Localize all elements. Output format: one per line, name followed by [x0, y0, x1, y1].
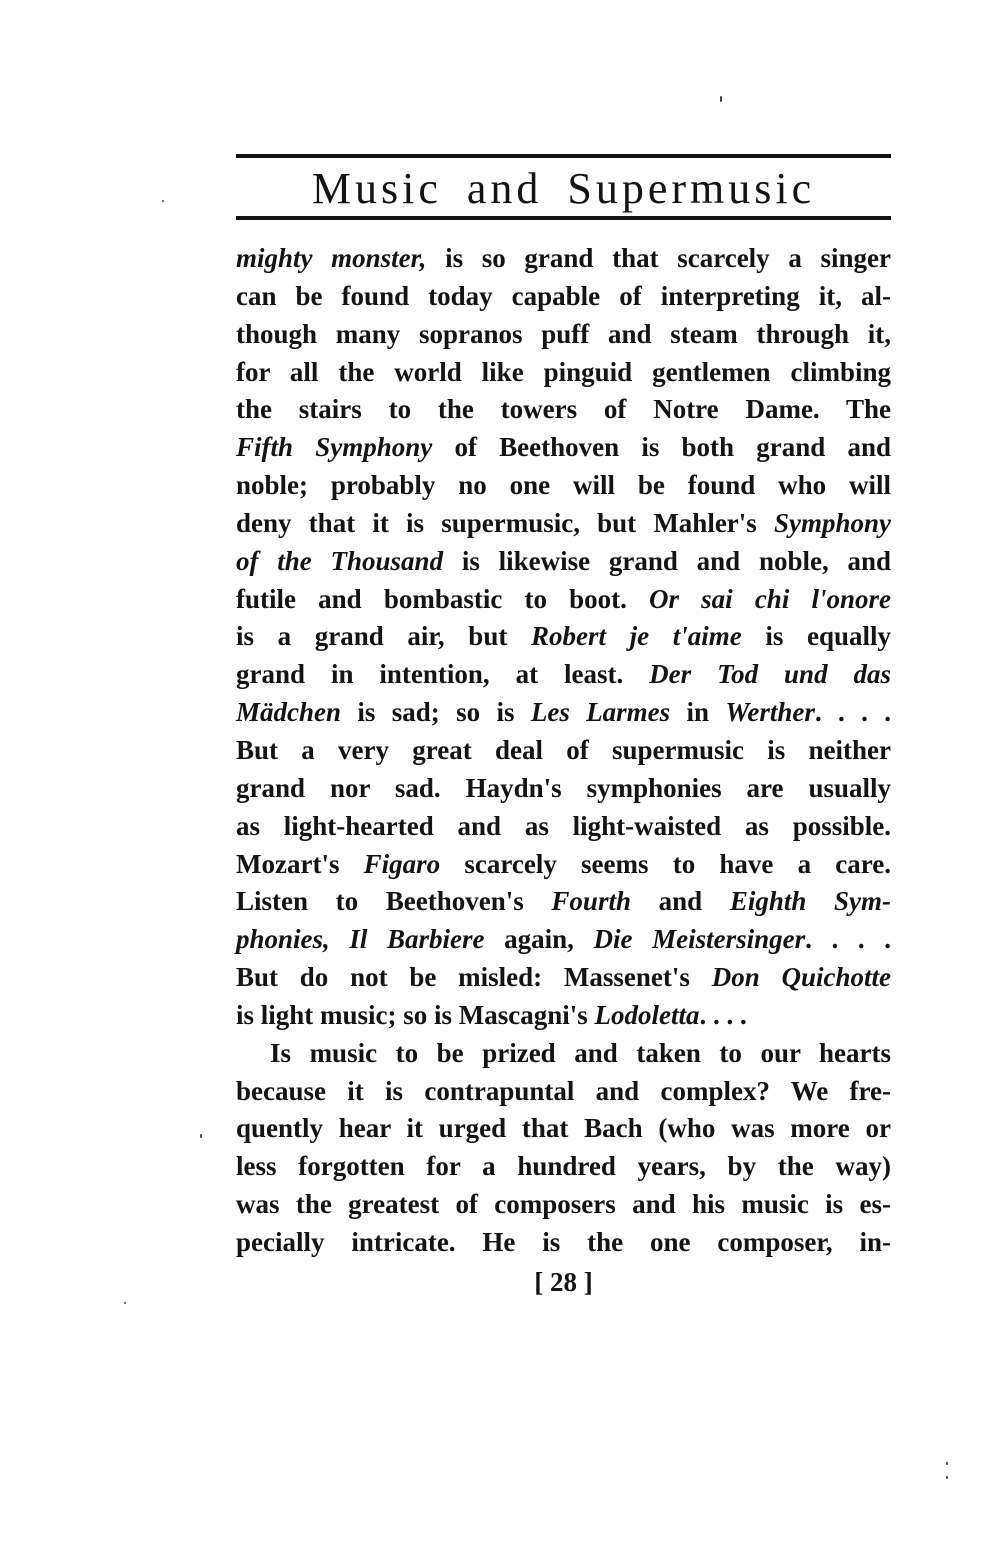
text-line: the stairs to the towers of Notre Dame. The: [236, 394, 891, 425]
italic-title: Die Meistersinger: [593, 924, 806, 955]
italic-title: Or sai chi l'onore: [649, 583, 891, 614]
text-line: of the Thousand is likewise grand and noble, and: [236, 545, 891, 576]
text-line: less forgotten for a hundred years, by the way): [236, 1151, 891, 1182]
text-line: But do not be misled: Massenet's Don Quichotte: [236, 962, 891, 993]
italic-title: Eighth Sym-: [729, 886, 891, 917]
text-line: because it is contrapuntal and complex? We fre-: [236, 1075, 891, 1106]
italic-title: Der Tod und das: [649, 659, 891, 690]
header-rule-top: [236, 154, 891, 158]
text-line: deny that it is supermusic, but Mahler's Symphony: [236, 507, 891, 538]
scan-speck: [720, 96, 722, 102]
body-text: [236, 240, 891, 1262]
italic-title: Fifth Symphony: [236, 432, 433, 463]
text-line: is light music; so is Mascagni's Lodoletta. . . .: [236, 999, 747, 1030]
italic-title: of the Thousand: [236, 545, 444, 576]
italic-title: Robert je t'aime: [530, 621, 742, 652]
text-line: grand in intention, at least. Der Tod und das: [236, 659, 891, 690]
italic-title: Werther: [725, 697, 815, 728]
italic-title: Fourth: [551, 886, 631, 917]
text-line: Fifth Symphony of Beethoven is both grand and: [236, 432, 891, 463]
text-line: was the greatest of composers and his music is es-: [236, 1189, 891, 1220]
text-line: Mädchen is sad; so is Les Larmes in Werther. . . .: [236, 697, 892, 728]
italic-title: Lodoletta: [594, 999, 700, 1030]
text-line: grand nor sad. Haydn's symphonies are usually: [236, 772, 891, 803]
scan-speck: [200, 1134, 202, 1138]
paragraph-first-line: Is music to be prized and taken to our hearts: [270, 1037, 891, 1068]
italic-title: phonies, Il Barbiere: [236, 924, 485, 955]
running-head: Music and Supermusic: [311, 164, 816, 213]
italic-title: Symphony: [773, 507, 891, 538]
italic-title: Les Larmes: [530, 697, 671, 728]
text-line: though many sopranos puff and steam through it,: [236, 318, 891, 349]
text-line: quently hear it urged that Bach (who was more or: [236, 1113, 891, 1144]
text-line: Mozart's Figaro scarcely seems to have a care.: [236, 848, 892, 879]
text-line: can be found today capable of interpreting it, al-: [236, 280, 891, 311]
italic-title: Mädchen: [236, 697, 342, 728]
text-line: phonies, Il Barbiere again, Die Meistersinger. . . .: [236, 924, 892, 955]
page-number: [ 28 ]: [534, 1267, 593, 1297]
text-line: pecially intricate. He is the one composer, in-: [236, 1226, 891, 1257]
italic-title: mighty monster,: [236, 243, 427, 273]
text-line: mighty monster, is so grand that scarcely a singer: [236, 243, 891, 273]
italic-title: Figaro: [363, 848, 441, 879]
scan-speck: [946, 1462, 948, 1465]
text-line: But a very great deal of supermusic is neither: [236, 734, 891, 765]
italic-title: Don Quichotte: [711, 962, 891, 993]
scan-speck: [946, 1476, 948, 1479]
text-line: futile and bombastic to boot. Or sai chi l'onore: [236, 583, 891, 614]
header-rule-bottom: [236, 216, 891, 220]
text-line: for all the world like pinguid gentlemen climbing: [236, 356, 891, 387]
scan-speck: [124, 1302, 126, 1304]
text-line: is a grand air, but Robert je t'aime is equally: [236, 621, 892, 652]
text-line: noble; probably no one will be found who will: [236, 470, 891, 501]
text-line: Listen to Beethoven's Fourth and Eighth Sym-: [236, 886, 891, 917]
text-line: as light-hearted and as light-waisted as possible.: [236, 810, 891, 841]
scan-speck: [162, 200, 164, 202]
